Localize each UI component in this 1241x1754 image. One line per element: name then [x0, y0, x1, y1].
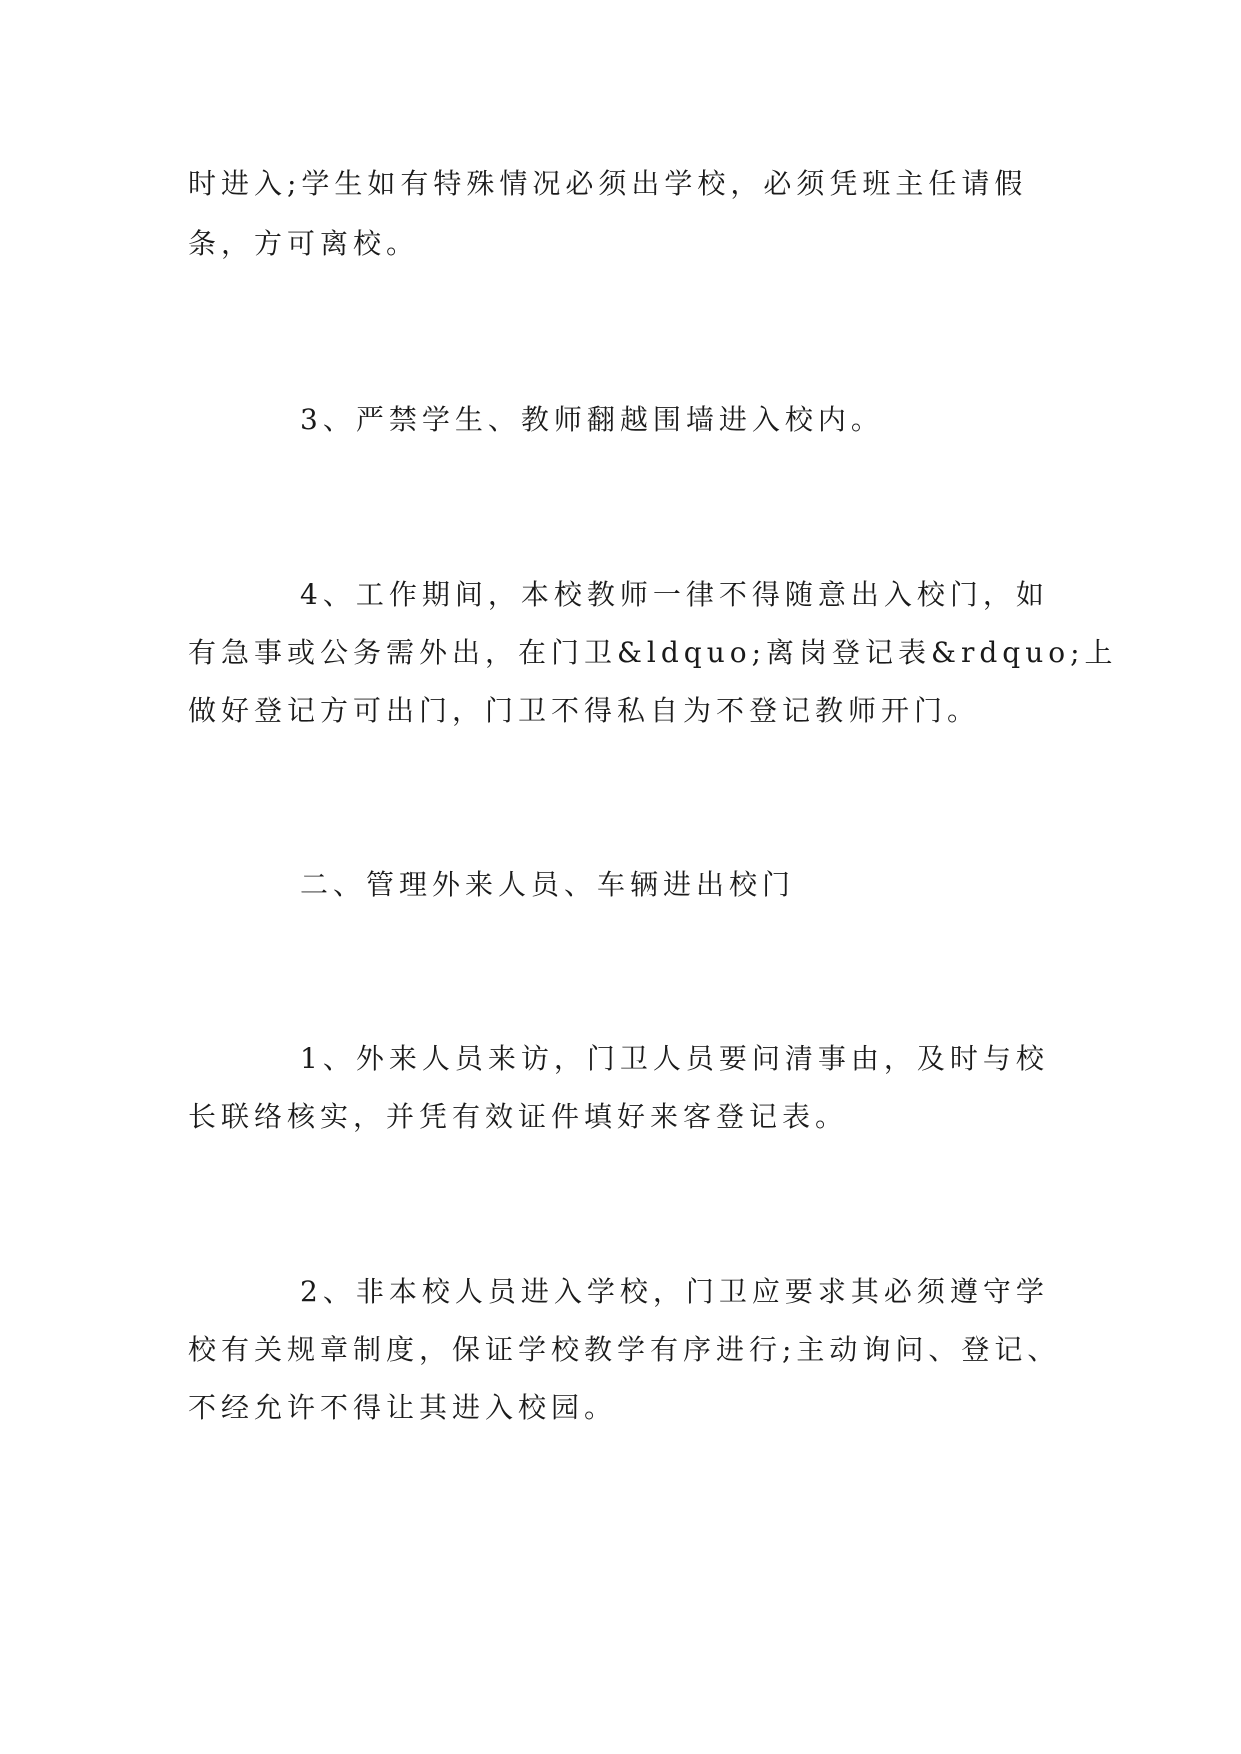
paragraph-line: 长联络核实，并凭有效证件填好来客登记表。 — [188, 1100, 849, 1133]
paragraph-line: 2、非本校人员进入学校，门卫应要求其必须遵守学 — [300, 1275, 1049, 1308]
paragraph-line: 1、外来人员来访，门卫人员要问清事由，及时与校 — [300, 1042, 1049, 1075]
paragraph-line: 做好登记方可出门，门卫不得私自为不登记教师开门。 — [188, 694, 981, 727]
paragraph-line: 不经允许不得让其进入校园。 — [188, 1391, 618, 1424]
paragraph-line: 时进入;学生如有特殊情况必须出学校，必须凭班主任请假 — [188, 167, 1028, 200]
paragraph-line: 校有关规章制度，保证学校教学有序进行;主动询问、登记、 — [188, 1333, 1061, 1366]
section-heading: 二、管理外来人员、车辆进出校门 — [300, 868, 796, 901]
paragraph-line: 4、工作期间，本校教师一律不得随意出入校门，如 — [300, 578, 1049, 611]
paragraph-line: 3、严禁学生、教师翻越围墙进入校内。 — [300, 403, 884, 436]
paragraph-line: 有急事或公务需外出，在门卫&ldquo;离岗登记表&rdquo;上 — [188, 636, 1118, 669]
paragraph-line: 条，方可离校。 — [188, 227, 420, 260]
